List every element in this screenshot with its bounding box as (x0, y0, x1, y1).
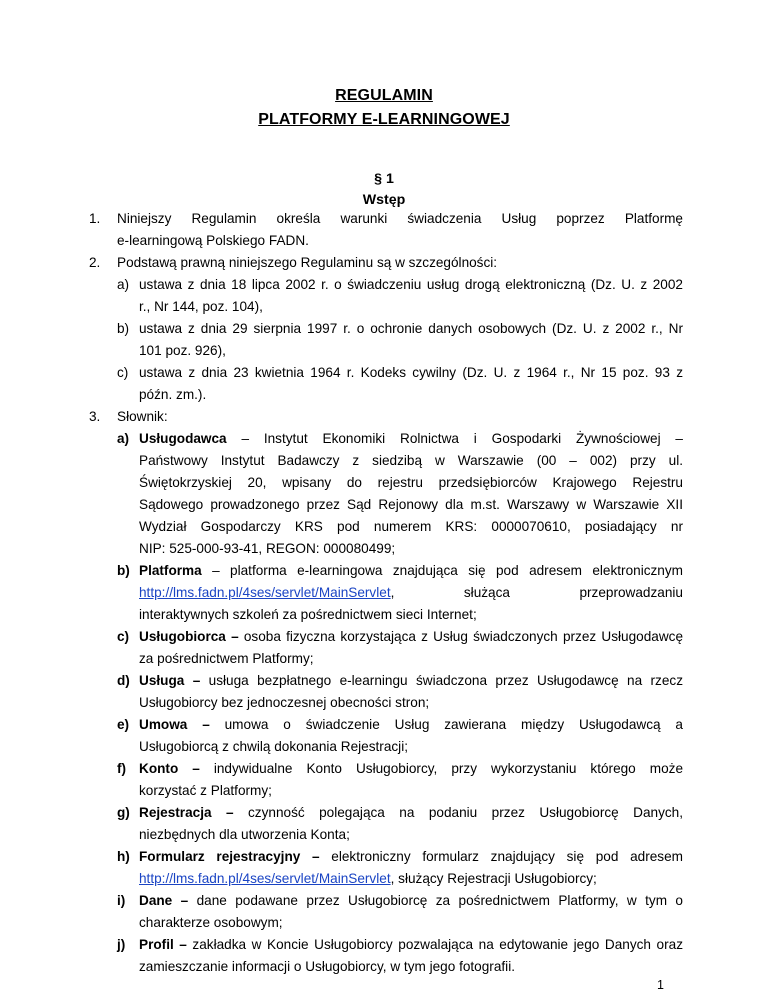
glossary-term: Formularz rejestracyjny – (139, 849, 320, 864)
glossary-term: Usługobiorca – (139, 629, 239, 644)
glossary-definition: Usługobiorcy bez jednoczesnej obecności stron; (139, 695, 430, 710)
glossary-term: Dane – (139, 893, 189, 908)
glossary-definition: charakterze osobowym; (139, 915, 283, 930)
glossary-definition: usługa bezpłatnego e-learningu świadczona przez Usługodawcę na rzecz (200, 673, 683, 688)
glossary-definition: Wydział Gospodarczy KRS pod numerem KRS: 0000070610, posiadający nr (139, 519, 683, 534)
subitem-letter: a) (117, 277, 130, 292)
glossary-entry (139, 892, 683, 910)
document-title-line1: REGULAMIN (335, 87, 433, 104)
glossary-letter: f) (117, 761, 127, 776)
glossary-definition: Państwowy Instytut Badawczy z siedzibą w Warszawie (00 – 002) przy ul. (139, 453, 683, 468)
glossary-definition: osoba fizyczna korzystająca z Usług świadczonych przez Usługodawcę (238, 629, 684, 644)
glossary-term: Rejestracja – (139, 805, 234, 820)
subitem-text: ustawa z dnia 29 sierpnia 1997 r. o ochronie danych osobowych (Dz. U. z 2002 r., Nr (139, 321, 683, 336)
glossary-definition: umowa o świadczenie Usług zawierana między Usługodawcą a (209, 717, 683, 732)
glossary-definition: , służąca przeprowadzaniu (390, 585, 683, 600)
subitem-text: 101 poz. 926), (139, 343, 226, 358)
section-number: § 1 (374, 171, 394, 187)
glossary-definition: zakładka w Koncie Usługobiorcy pozwalająca na edytowanie jego Danych oraz (186, 937, 683, 952)
glossary-definition: , służący Rejestracji Usługobiorcy; (390, 871, 597, 886)
glossary-entry (139, 804, 683, 822)
glossary-definition: Usługobiorcą z chwilą dokonania Rejestracji; (139, 739, 408, 754)
subitem-text: ustawa z dnia 23 kwietnia 1964 r. Kodeks cywilny (Dz. U. z 1964 r., Nr 15 poz. 93 z (139, 365, 683, 380)
subitem-letter: b) (117, 321, 130, 336)
registration-form-link[interactable]: http://lms.fadn.pl/4ses/servlet/MainServlet (139, 871, 391, 886)
glossary-entry (139, 584, 683, 602)
point-text: Słownik: (117, 409, 168, 424)
glossary-letter: d) (117, 673, 130, 688)
glossary-definition: – Instytut Ekonomiki Rolnictwa i Gospodarki Żywnościowej – (226, 431, 683, 446)
point-text: e-learningową Polskiego FADN. (117, 233, 309, 248)
glossary-letter: j) (117, 937, 126, 952)
glossary-entry (139, 628, 683, 646)
glossary-letter: b) (117, 563, 130, 578)
point-number: 1. (89, 211, 101, 226)
glossary-letter: g) (117, 805, 130, 820)
glossary-entry (139, 716, 683, 734)
glossary-letter: c) (117, 629, 130, 644)
glossary-term: Konto – (139, 761, 200, 776)
glossary-term: Usługa – (139, 673, 201, 688)
subitem-text: późn. zm.). (139, 387, 207, 402)
point-number: 3. (89, 409, 101, 424)
glossary-letter: e) (117, 717, 130, 732)
glossary-term: Umowa – (139, 717, 210, 732)
glossary-definition: niezbędnych dla utworzenia Konta; (139, 827, 350, 842)
glossary-definition: NIP: 525-000-93-41, REGON: 000080499; (139, 541, 396, 556)
glossary-definition: interaktywnych szkoleń za pośrednictwem sieci Internet; (139, 607, 477, 622)
glossary-definition: – platforma e-learningowa znajdująca się pod adresem elektronicznym (201, 563, 683, 578)
point-text: Podstawą prawną niniejszego Regulaminu są w szczególności: (117, 255, 498, 270)
subitem-letter: c) (117, 365, 129, 380)
glossary-letter: a) (117, 431, 130, 446)
glossary-letter: i) (117, 893, 126, 908)
glossary-definition: korzystać z Platformy; (139, 783, 272, 798)
document-title-line2: PLATFORMY E-LEARNINGOWEJ (258, 111, 510, 128)
glossary-term: Profil – (139, 937, 187, 952)
glossary-entry (139, 430, 683, 448)
glossary-definition: czynność polegająca na podaniu przez Usługobiorcę Danych, (233, 805, 684, 820)
subitem-text: r., Nr 144, poz. 104), (139, 299, 263, 314)
glossary-definition: Sądowego prowadzonego przez Sąd Rejonowy dla m.st. Warszawy w Warszawie XII (139, 497, 683, 512)
glossary-entry (139, 562, 683, 580)
subitem-text: ustawa z dnia 18 lipca 2002 r. o świadczeniu usług drogą elektroniczną (Dz. U. z 2002 (139, 277, 683, 292)
point-text: Niniejszy Regulamin określa warunki świadczenia Usług poprzez Platformę (117, 211, 683, 226)
glossary-definition: elektroniczny formularz znajdujący się pod adresem (319, 849, 683, 864)
glossary-entry (139, 848, 683, 866)
glossary-definition: dane podawane przez Usługobiorcę za pośrednictwem Platformy, w tym o (188, 893, 683, 908)
glossary-entry (139, 936, 683, 954)
glossary-entry (139, 870, 597, 888)
glossary-definition: indywidualne Konto Usługobiorcy, przy wykorzystaniu którego może (199, 761, 683, 776)
page-number: 1 (657, 978, 664, 992)
point-number: 2. (89, 255, 101, 270)
glossary-definition: zamieszczanie informacji o Usługobiorcy, w tym jego fotografii. (139, 959, 515, 974)
glossary-term: Usługodawca (139, 431, 227, 446)
section-title: Wstęp (362, 192, 406, 208)
platform-link[interactable]: http://lms.fadn.pl/4ses/servlet/MainServlet (139, 585, 391, 600)
glossary-entry (139, 760, 683, 778)
glossary-letter: h) (117, 849, 130, 864)
glossary-definition: za pośrednictwem Platformy; (139, 651, 314, 666)
glossary-entry (139, 672, 683, 690)
glossary-term: Platforma (139, 563, 202, 578)
glossary-definition: Świętokrzyskiej 20, wpisany do rejestru przedsiębiorców Krajowego Rejestru (139, 475, 683, 490)
